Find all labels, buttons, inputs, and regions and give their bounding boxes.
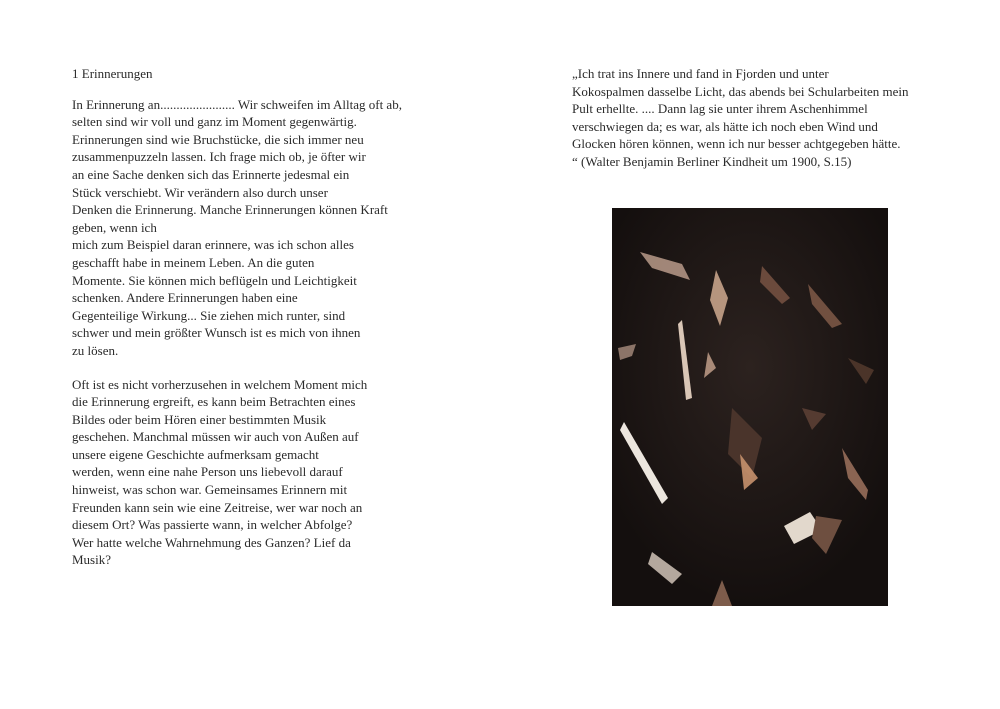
text-line: diesem Ort? Was passierte wann, in welcher Abfolge? (72, 517, 353, 533)
quote-line: „Ich trat ins Innere und fand in Fjorden und unter (572, 66, 829, 81)
right-page (572, 65, 942, 187)
paragraph-2 (72, 376, 432, 570)
text-line: Wer hatte welche Wahrnehmung des Ganzen? Lief da (72, 534, 351, 550)
text-line: Stück verschiebt. Wir verändern also durch unser (72, 184, 328, 200)
page-heading: 1 Erinnerungen (72, 66, 153, 81)
left-page (72, 65, 432, 585)
text-line: schenken. Andere Erinnerungen haben eine (72, 290, 298, 306)
quote-line: Pult erhellte. .... Dann lag sie unter ihrem Aschenhimmel (572, 101, 868, 117)
text-line: Bildes oder beim Hören einer bestimmten Musik (72, 411, 327, 427)
text-line: werden, wenn eine nahe Person uns liebevoll darauf (72, 464, 343, 480)
broken-glass-photo (612, 208, 888, 606)
text-line: Musik? (72, 552, 111, 568)
text-line: zusammenpuzzeln lassen. Ich frage mich ob, je öfter wir (72, 149, 366, 165)
text-line: mich zum Beispiel daran erinnere, was ich schon alles (72, 237, 354, 253)
text-line: selten sind wir voll und ganz im Moment gegenwärtig. (72, 114, 357, 130)
text-line: geben, wenn ich (72, 219, 157, 235)
glass-shards-illustration (612, 208, 888, 606)
text-line: schwer und mein größter Wunsch ist es mich von ihnen (72, 325, 361, 341)
text-line: zu lösen. (72, 342, 119, 358)
text-line: Momente. Sie können mich beflügeln und Leichtigkeit (72, 272, 357, 288)
text-line: unsere eigene Geschichte aufmerksam gemacht (72, 446, 319, 462)
text-line: Erinnerungen sind wie Bruchstücke, die sich immer neu (72, 131, 364, 147)
text-line: Gegenteilige Wirkung... Sie ziehen mich runter, sind (72, 307, 346, 323)
text-line: hinweist, was schon war. Gemeinsames Erinnern mit (72, 482, 348, 498)
text-line: In Erinnerung an....................... Wir schweifen im Alltag oft ab, (72, 96, 402, 112)
text-line: Oft ist es nicht vorherzusehen in welchem Moment mich (72, 376, 368, 392)
text-line: die Erinnerung ergreift, es kann beim Betrachten eines (72, 394, 356, 410)
text-line: geschehen. Manchmal müssen wir auch von Außen auf (72, 429, 359, 445)
quote-block (572, 65, 942, 171)
text-line: geschafft habe in meinem Leben. An die guten (72, 254, 315, 270)
text-line: Freunden kann sein wie eine Zeitreise, wer war noch an (72, 499, 363, 515)
quote-line: “ (Walter Benjamin Berliner Kindheit um 1900, S.15) (572, 153, 852, 169)
text-line: an eine Sache denken sich das Erinnerte jedesmal ein (72, 166, 350, 182)
paragraph-1 (72, 96, 432, 360)
quote-line: Glocken hören können, wenn ich nur besser achtgegeben hätte. (572, 136, 901, 152)
text-line: Denken die Erinnerung. Manche Erinnerungen können Kraft (72, 202, 388, 218)
quote-line: verschwiegen da; es war, als hätte ich noch eben Wind und (572, 118, 878, 134)
quote-line: Kokospalmen dasselbe Licht, das abends bei Schularbeiten mein (572, 83, 909, 99)
